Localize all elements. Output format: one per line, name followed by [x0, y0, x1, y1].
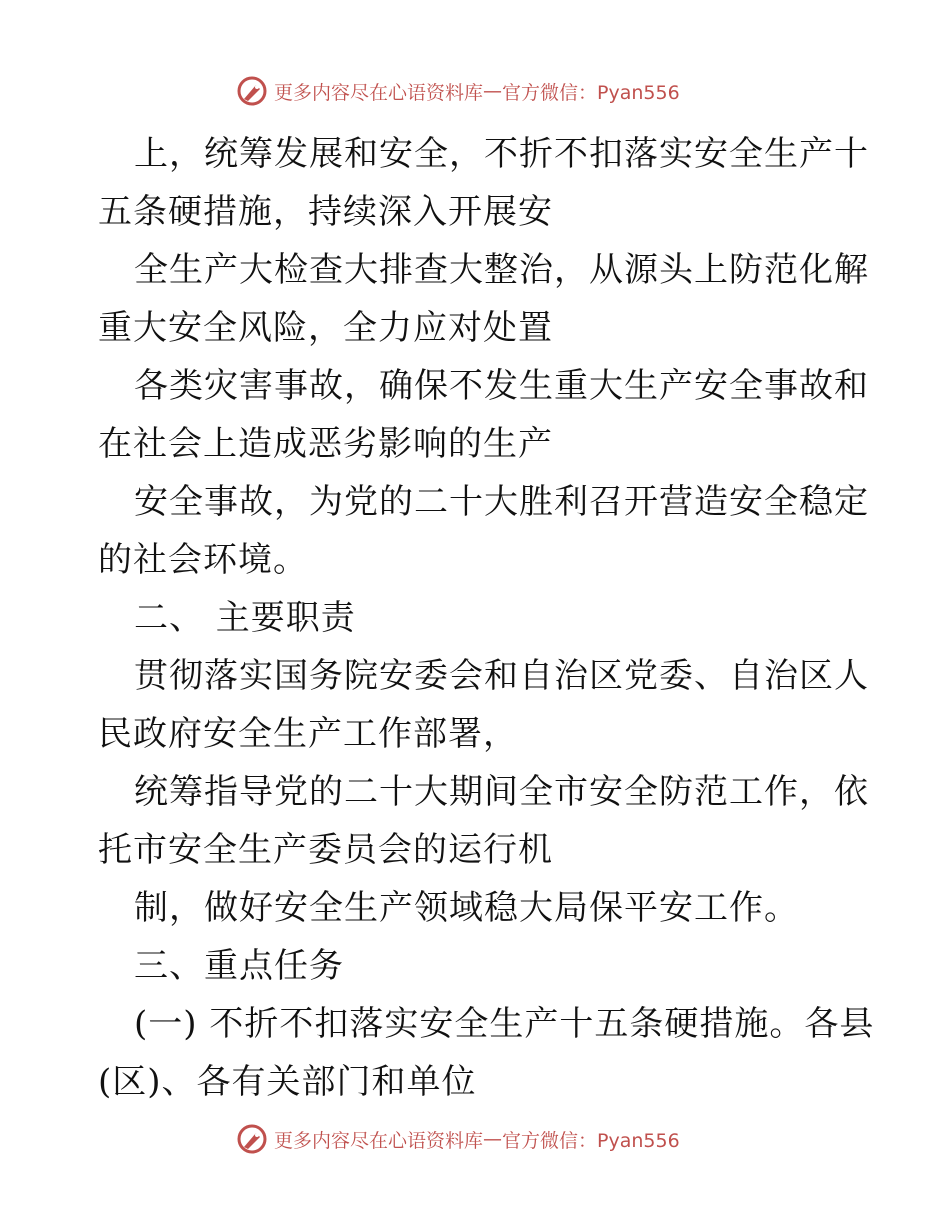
text-line: 贯彻落实国务院安委会和自治区党委、自治区人	[134, 656, 869, 696]
footer-banner	[236, 1122, 756, 1156]
banner-separator: —	[483, 80, 503, 102]
text-line: 安全事故，为党的二十大胜利召开营造安全稳定	[134, 482, 869, 522]
text-line: 上，统筹发展和安全，不折不扣落实安全生产十	[134, 134, 869, 174]
text-line: 的社会环境。	[98, 540, 308, 580]
header-banner	[236, 74, 756, 108]
document-body	[98, 125, 875, 1111]
text-line: 全生产大检查大排查大整治，从源头上防范化解	[134, 250, 869, 290]
pen-nib-circle-icon	[236, 75, 268, 107]
text-line: (一) 不折不扣落实安全生产十五条硬措施。各县	[134, 1004, 875, 1044]
section-heading: 二、 主要职责	[134, 598, 356, 638]
text-line: (区)、各有关部门和单位	[98, 1062, 477, 1102]
text-line: 制，做好安全生产领域稳大局保平安工作。	[134, 888, 799, 928]
banner-text: 更多内容尽在心语资料库	[274, 81, 484, 104]
banner-text: 更多内容尽在心语资料库	[274, 1129, 484, 1152]
text-line: 托市安全生产委员会的运行机	[98, 830, 553, 870]
pen-nib-circle-icon	[236, 1123, 268, 1155]
text-line: 五条硬措施，持续深入开展安	[98, 192, 553, 232]
text-line: 民政府安全生产工作部署，	[98, 714, 518, 754]
banner-wechat: 官方微信：Pyan556	[502, 1129, 680, 1152]
text-line: 在社会上造成恶劣影响的生产	[98, 424, 553, 464]
text-line: 统筹指导党的二十大期间全市安全防范工作，依	[134, 772, 869, 812]
text-line: 重大安全风险，全力应对处置	[98, 308, 553, 348]
banner-wechat: 官方微信：Pyan556	[502, 81, 680, 104]
banner-separator: —	[483, 1128, 503, 1150]
text-line: 各类灾害事故，确保不发生重大生产安全事故和	[134, 366, 869, 406]
section-heading: 三、重点任务	[134, 946, 344, 986]
